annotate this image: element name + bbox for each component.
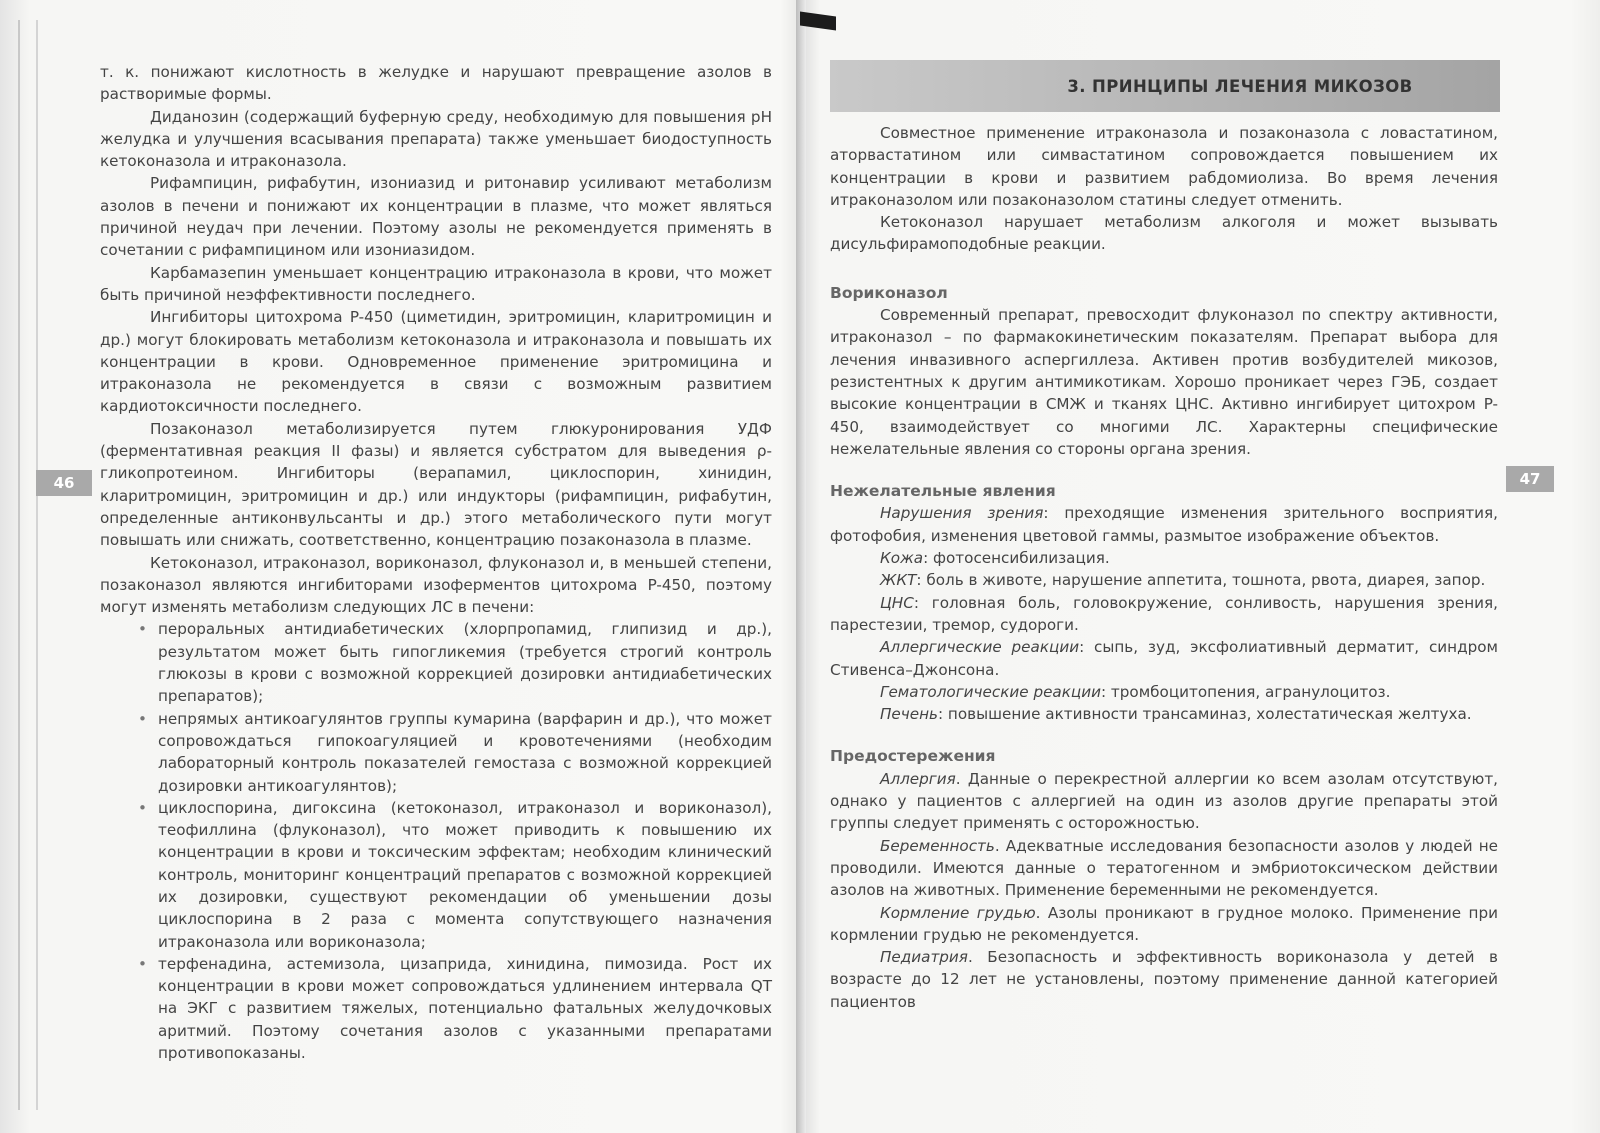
left-page-text [100, 61, 772, 1064]
book-gutter [796, 0, 806, 1133]
warning-item: Педиатрия. Безопасность и эффективность вориконазола у детей в возрасте до 12 лет не установлены, поэтому применение данной категорией пациентов [830, 948, 1498, 1011]
drug-interaction-list [100, 618, 772, 1064]
paragraph: Кетоконазол, итраконазол, вориконазол, флуконазол и, в меньшей степени, позаконазол являются ингибиторами изоферментов цитохрома P-450, поэтому могут изменять метаболизм следующих ЛС в печени: [100, 553, 772, 617]
ae-item: Печень: повышение активности трансаминаз, холестатическая желтуха. [880, 705, 1472, 724]
bullet-icon: • [138, 798, 147, 817]
list-item: • пероральных антидиабетических (хлорпропамид, глипизид и др.), результатом может быть гипогликемия (требуется строгий контроль глюкозы в крови с возможной коррекцией дозировки антидиабетических препаратов); [138, 620, 772, 706]
section-heading-voriconazole: Вориконазол [830, 283, 948, 302]
paragraph: Диданозин (содержащий буферную среду, необходимую для повышения pH желудка и улучшения всасывания препарата) также уменьшает биодоступность кетоконазола и итраконазола. [100, 107, 772, 171]
section-heading-adverse-effects: Нежелательные явления [830, 482, 1056, 501]
right-page-text [830, 122, 1498, 1013]
paragraph: Рифампицин, рифабутин, изониазид и ритонавир усиливают метаболизм азолов в печени и понижают их концентрации в плазме, что может являться причиной неудач при лечении. Поэтому азолы не рекомендуется применять в сочетании с рифампицином или изониазидом. [100, 174, 772, 260]
bullet-icon: • [138, 954, 147, 973]
ae-item: Гематологические реакции: тромбоцитопения, агранулоцитоз. [880, 682, 1391, 701]
page-number-left: 46 [36, 470, 92, 496]
paragraph: Совместное применение итраконазола и позаконазола с ловастатином, аторвастатином или симвастатином сопровождается повышением их концентрации в крови и развитием рабдомиолиза. Во время лечения итраконазолом или позаконазолом статины следует отменить. [830, 124, 1498, 209]
ae-item: ЦНС: головная боль, головокружение, сонливость, нарушения зрения, парестезии, тремор, судороги. [830, 593, 1498, 634]
warning-item: Аллергия. Данные о перекрестной аллергии ко всем азолам отсутствуют, однако у пациентов с аллергией на один из азолов другие препараты этой группы следует применять с осторожностью. [830, 769, 1498, 833]
paragraph: Ингибиторы цитохрома P-450 (циметидин, эритромицин, кларитромицин и др.) могут блокировать метаболизм кетоконазола и итраконазола и повышать их концентрации в крови. Одновременное применение эритромицина и итраконазола не рекомендуется в связи с возможным развитием кардиотоксичности последнего. [100, 308, 772, 416]
ae-item: Кожа: фотосенсибилизация. [880, 549, 1110, 568]
paragraph: Позаконазол метаболизируется путем глюкуронирования УДФ (ферментативная реакция II фазы) и является субстратом для выведения ρ-гликопротеином. Ингибиторы (верапамил, циклоспорин, хинидин, кларитромицин, эритромицин и др.) или индукторы (рифампицин, рифабутин, определенные антиконвульсанты и др.) этого метаболического пути могут повышать или снижать, соответственно, концентрацию позаконазола в плазме. [100, 419, 772, 550]
ae-item: ЖКТ: боль в животе, нарушение аппетита, тошнота, рвота, диарея, запор. [880, 571, 1486, 590]
bullet-icon: • [138, 620, 147, 639]
chapter-header [830, 60, 1500, 112]
list-item: • терфенадина, астемизола, цизаприда, хинидина, пимозида. Рост их концентрации в крови может сопровождаться удлинением интервала QT на ЭКГ с развитием тяжелых, потенциально фатальных желудочковых аритмий. Поэтому сочетания азолов с указанными препаратами противопоказаны. [138, 954, 772, 1063]
paragraph: Кетоконазол нарушает метаболизм алкоголя и может вызывать дисульфирамоподобные реакции. [830, 213, 1498, 254]
warning-item: Кормление грудью. Азолы проникают в грудное молоко. Применение при кормлении грудью не рекомендуется. [830, 903, 1499, 944]
paragraph: Современный препарат, превосходит флуконазол по спектру активности, итраконазол – по фармакокинетическим показателям. Препарат выбора для лечения инвазивного аспергиллеза. Активен против возбудителей микозов, резистентных к другим антимикотикам. Хорошо проникает через ГЭБ, создает высокие концентрации в СМЖ и тканях ЦНС. Активно ингибирует цитохром P-450, взаимодействует со многими ЛС. Характерны специфические нежелательные явления со стороны органа зрения. [830, 306, 1498, 458]
paragraph: Карбамазепин уменьшает концентрацию итраконазола в крови, что может быть причиной неэффективности последнего. [100, 263, 772, 304]
list-item: • непрямых антикоагулянтов группы кумарина (варфарин и др.), что может сопровождаться гипокоагуляцией и кровотечениями (необходим лабораторный контроль показателей гемостаза с возможной коррекцией дозировки антикоагулянтов); [138, 709, 772, 795]
page-edge-lines [18, 20, 38, 1110]
page-number-right: 47 [1506, 466, 1554, 492]
list-item: • циклоспорина, дигоксина (кетоконазол, итраконазол и вориконазол), теофиллина (флуконазол), что может приводить к повышению их концентрации в крови и токсическим эффектам; необходим клинический контроль, мониторинг концентраций препаратов с возможной коррекцией их дозировки, существуют рекомендации об уменьшении дозы циклоспорина в 2 раза с момента сопутствующего назначения итраконазола или вориконазола; [138, 798, 772, 951]
chapter-title: 3. ПРИНЦИПЫ ЛЕЧЕНИЯ МИКОЗОВ [1067, 76, 1413, 96]
section-heading-warnings: Предостережения [830, 747, 996, 766]
ae-item: Нарушения зрения: преходящие изменения зрительного восприятия, фотофобия, изменения цветовой гаммы, размытое изображение объектов. [830, 504, 1499, 545]
ae-item: Аллергические реакции: сыпь, зуд, эксфолиативный дерматит, синдром Стивенса–Джонсона. [830, 638, 1498, 679]
warning-item: Беременность. Адекватные исследования безопасности азолов у людей не проводили. Имеются данные о тератогенном и эмбриотоксическом действии азолов на животных. Применение беременными не рекомендуется. [830, 836, 1498, 900]
bullet-icon: • [138, 709, 147, 728]
paragraph: т. к. понижают кислотность в желудке и нарушают превращение азолов в растворимые формы. [100, 63, 772, 104]
